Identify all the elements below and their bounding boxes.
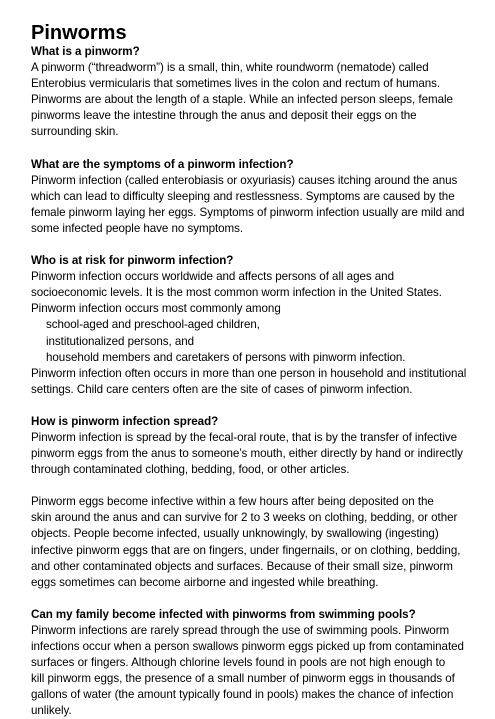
paragraph-gap (31, 237, 481, 253)
text-line: which can lead to difficulty sleeping and restlessness. Symptoms are caused by the (31, 189, 455, 203)
text-line: some infected people have no symptoms. (31, 221, 244, 235)
paragraph-gap (31, 478, 481, 494)
text-line: surfaces or fingers. Although chlorine levels found in pools are not high enough to (31, 656, 446, 670)
text-line: Pinworm infection often occurs in more than one person in household and institutional (31, 366, 467, 380)
document-page (31, 22, 481, 719)
section-spread (31, 414, 481, 591)
section-what-is-pinworm (31, 44, 481, 141)
text-line: female pinworm laying her eggs. Symptoms of pinworm infection usually are mild and (31, 205, 465, 219)
text-line: Pinworm infections are rarely spread through the use of swimming pools. Pinworm (31, 623, 450, 637)
text-line: socioeconomic levels. It is the most common worm infection in the United States. (31, 286, 442, 300)
text-line: A pinworm (“threadworm”) is a small, thin, white roundworm (nematode) called (31, 61, 429, 75)
section-heading: How is pinworm infection spread? (31, 414, 219, 428)
section-heading: What are the symptoms of a pinworm infection? (31, 157, 294, 171)
text-line: skin around the anus and can survive for 2 to 3 weeks on clothing, bedding, or other (31, 511, 458, 525)
paragraph-gap (31, 398, 481, 414)
text-line: and other contaminated objects and surfaces. Because of their small size, pinworm (31, 559, 453, 573)
text-line: Pinworms are about the length of a staple. While an infected person sleeps, female (31, 93, 453, 107)
text-line: unlikely. (31, 704, 72, 718)
text-line: gallons of water (the amount typically found in pools) makes the chance of infection (31, 688, 454, 702)
text-line: pinworm eggs from the anus to someone’s mouth, either directly by hand or indirectly (31, 447, 463, 461)
list-item: household members and caretakers of persons with pinworm infection. (46, 350, 406, 364)
text-line: Pinworm eggs become infective within a few hours after being deposited on the (31, 495, 434, 509)
text-line: objects. People become infected, usually unknowingly, by swallowing (ingesting) (31, 527, 439, 541)
text-line: pinworms leave the intestine through the anus and deposit their eggs on the (31, 109, 417, 123)
text-line: infective pinworm eggs that are on fingers, under fingernails, or on clothing, bedding, (31, 543, 461, 557)
section-swimming-pools (31, 607, 481, 719)
list-item: school-aged and preschool-aged children, (46, 318, 260, 332)
text-line: Pinworm infection occurs worldwide and affects persons of all ages and (31, 270, 394, 284)
text-line: settings. Child care centers often are the site of cases of pinworm infection. (31, 382, 413, 396)
text-line: Enterobius vermicularis that sometimes lives in the colon and rectum of humans. (31, 77, 441, 91)
page-title: Pinworms (31, 22, 127, 44)
text-line: Pinworm infection (called enterobiasis or oxyuriasis) causes itching around the anus (31, 173, 458, 187)
paragraph-gap (31, 141, 481, 157)
list-item: institutionalized persons, and (46, 334, 195, 348)
section-risk (31, 253, 481, 398)
section-heading: Who is at risk for pinworm infection? (31, 254, 234, 268)
text-line: infections occur when a person swallows pinworm eggs picked up from contaminated (31, 640, 464, 653)
text-line: eggs sometimes can become airborne and ingested while breathing. (31, 575, 379, 589)
paragraph-gap (31, 591, 481, 607)
text-line: kill pinworm eggs, the presence of a small number of pinworm eggs in thousands of (31, 672, 455, 686)
text-line: Pinworm infection is spread by the fecal-oral route, that is by the transfer of infective (31, 430, 458, 444)
text-line: through contaminated clothing, bedding, food, or other articles. (31, 463, 350, 477)
section-symptoms (31, 157, 481, 237)
section-heading: Can my family become infected with pinworms from swimming pools? (31, 607, 416, 621)
text-line: Pinworm infection occurs most commonly among (31, 302, 281, 316)
section-heading: What is a pinworm? (31, 45, 140, 58)
text-line: surrounding skin. (31, 125, 119, 139)
